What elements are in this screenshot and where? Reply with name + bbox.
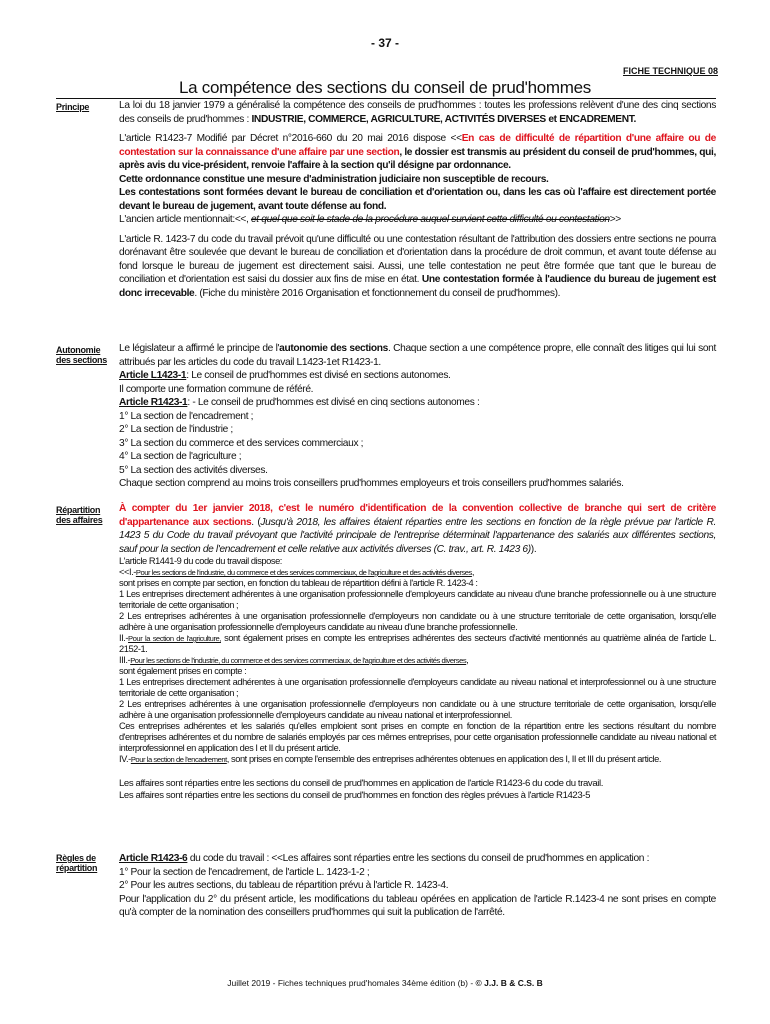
section-repartition (119, 502, 716, 801)
section-i-cont: sont prises en compte par section, en fonction du tableau de répartition défini à l'article R. 1423-4 : (119, 578, 478, 588)
section-ii: II.-Pour la section de l'agriculture, sont également prises en compte les entreprises adhérentes des secteurs d'activité mentionnés au quatrième alinéa de l'article L. 2152-1. (119, 633, 717, 654)
section-principe (119, 99, 716, 300)
article-intro: L'article R1441-9 du code du travail dispose: (119, 556, 282, 566)
principe-paragraph-3: L'article R. 1423-7 du code du travail prévoit qu'une difficulté ou une contestation résultant de l'attribution des dossiers entre sections ne pourra dorénavant être soulevée que devant le bureau de conciliation et d'orientation dans la procédure de droit commun, et avant toute défense au fond lorsque le bureau de jugement est directement saisi. Aussi, une telle contestation ne peut être formée que tant que le bureau de conciliation et d'orientation est saisi du dossier aux fins de mise en état. Une contestation formée à l'audience du bureau de jugement est donc irrecevable. (Fiche du ministère 2016 Organisation et fonctionnement du conseil de prud'hommes). (119, 233, 716, 299)
section-iii-final: Ces entreprises adhérentes et les salariés qu'elles emploient sont prises en compte en fonction de la répartition entre les sections résultant du nombre d'entreprises adhérentes et du nombre de salariés employés par ces mêmes entreprises, pour cette organisation professionnelle candidate au niveau national et interprofessionnel en application des I et II du présent article. (119, 721, 716, 753)
autonomie-final: Chaque section comprend au moins trois conseillers prud'hommes employeurs et trois conseillers prud'hommes salariés. (119, 478, 624, 489)
side-label-repartition: Répartition des affaires (56, 505, 103, 525)
section-iii-cont: sont également prises en compte : (119, 666, 247, 676)
list-item: 1° La section de l'encadrement ; (119, 410, 254, 422)
article-l1423-1: Article L1423-1: Le conseil de prud'hommes est divisé en sections autonomes. (119, 370, 451, 381)
article-r1441-9 (119, 556, 716, 765)
autonomie-paragraph-1: Le législateur a affirmé le principe de l'autonomie des sections. Chaque section a une compétence propre, elle connaît des litiges qui lui sont attribués par les articles du code du travail L1423-1et R1423-1. (119, 343, 716, 368)
list-item: 1 Les entreprises directement adhérentes à une organisation professionnelle d'employeurs candidate au niveau national et interprofessionnel ou à une structure territoriale de cette organisation ; (119, 677, 716, 698)
principe-paragraph-2: L'article R1423-7 Modifié par Décret n°2016-660 du 20 mai 2016 dispose <<En cas de difficulté de répartition d'une affaire ou de contestation sur la connaissance d'une affaire par une section, le dossier est transmis au président du conseil de prud'hommes, qui, après avis du vice-président, renvoie l'affaire à la section qu'il désigne par ordonnance. Cette ordonnance constitue une mesure d'administration judiciaire non susceptible de recours. Les contestations sont formées devant le bureau de conciliation et d'orientation ou, dans les cas où l'affaire est directement portée devant le bureau de jugement, avant toute défense au fond. L'ancien article mentionnait:<<, et quel que soit le stade de la procédure auquel survient cette difficulté ou contestation>> (119, 133, 716, 225)
list-item: 5° La section des activités diverses. (119, 464, 268, 476)
side-label-autonomie: Autonomie des sections (56, 345, 107, 365)
article-r1423-6: Article R1423-6 du code du travail : <<Les affaires sont réparties entre les sections du conseil de prud'hommes en application : (119, 853, 650, 864)
repartition-intro: À compter du 1er janvier 2018, c'est le numéro d'identification de la convention collective de branche qui sert de critère d'appartenance aux sections. (Jusqu'à 2018, les affaires étaient réparties entre les sections en fonction de la règle prévue par l'article R. 1423 5 du Code du travail prévoyant que l'activité principale de l'entreprise déterminait l'appartenance des salariés aux différentes sections, sauf pour la section de l'encadrement et celle relative aux activités diverses (C. trav., art. R. 1423 6)). (119, 503, 716, 555)
article-r1423-1: Article R1423-1: - Le conseil de prud'hommes est divisé en cinq sections autonomes : (119, 397, 480, 408)
list-item: 3° La section du commerce et des services commerciaux ; (119, 437, 364, 449)
section-iii: III.-Pour les sections de l'industrie, du commerce et des services commerciaux, de l'agriculture et des activités diverses, (119, 655, 469, 665)
page-footer: Juillet 2019 - Fiches techniques prud'homales 34ème édition (b) - © J.J. B & C.S. B (227, 978, 543, 988)
fiche-label: FICHE TECHNIQUE 08 (622, 66, 718, 76)
formation-commune: Il comporte une formation commune de référé. (119, 383, 314, 395)
principe-paragraph-1: La loi du 18 janvier 1979 a généralisé la compétence des conseils de prud'hommes : toutes les professions relèvent d'une des cinq sections des conseils de prud'hommes : INDUSTRIE, COMMERCE, AGRICULTURE, ACTIVITÉS DIVERSES et ENCADREMENT. (119, 100, 716, 125)
list-item: 1 Les entreprises directement adhérentes à une organisation professionnelle d'employeurs candidate au niveau d'une branche professionnelle ou à une structure territoriale de cette organisation ; (119, 589, 716, 610)
page-number: - 37 - (370, 36, 399, 50)
list-item: 2° Pour les autres sections, du tableau de répartition prévu à l'article R. 1423-4. (119, 880, 449, 891)
regles-final: Pour l'application du 2° du présent article, les modifications du tableau opérées en application de l'article R.1423-4 ne sont prises en compte qu'à compter de la nomination des conseillers prud'hommes qui suit la publication de l'arrêté. (119, 893, 716, 918)
section-regles (119, 852, 716, 920)
closing-line-2: Les affaires sont réparties entre les sections du conseil de prud'hommes en fonction des règles prévues à l'article R1423-5 (119, 789, 591, 801)
section-autonomie (119, 342, 716, 491)
page-title: La compétence des sections du conseil de prud'hommes (179, 78, 591, 97)
list-item: 2 Les entreprises adhérentes à une organisation professionnelle d'employeurs non candidate ou à une structure territoriale de cette organisation, lorsqu'elle adhère à une organisation professionnelle d'employeurs candidate au niveau national et interprofessionnel. (119, 699, 716, 720)
list-item: 1° Pour la section de l'encadrement, de l'article L. 1423-1-2 ; (119, 866, 370, 878)
repartition-closing (119, 778, 716, 801)
section-iv: IV.-Pour la section de l'encadrement, sont prises en compte l'ensemble des entreprises adhérentes obtenues en application des I, II et III du présent article. (119, 754, 661, 764)
section-i: <<I.-Pour les sections de l'industrie, du commerce et des services commerciaux, de l'agriculture et des activités diverses, (119, 567, 475, 577)
list-item: 2° La section de l'industrie ; (119, 424, 233, 435)
side-label-regles: Règles de répartition (56, 853, 98, 873)
side-label-principe: Principe (56, 102, 90, 112)
list-item: 4° La section de l'agriculture ; (119, 451, 242, 462)
closing-line-1: Les affaires sont réparties entre les sections du conseil de prud'hommes en application de l'article R1423-6 du code du travail. (119, 778, 603, 789)
list-item: 2 Les entreprises adhérentes à une organisation professionnelle d'employeurs non candidate ou à une structure territoriale de cette organisation, lorsqu'elle adhère à une organisation professionnelle d'employeurs candidate au niveau d'une branche professionnelle. (119, 611, 716, 632)
